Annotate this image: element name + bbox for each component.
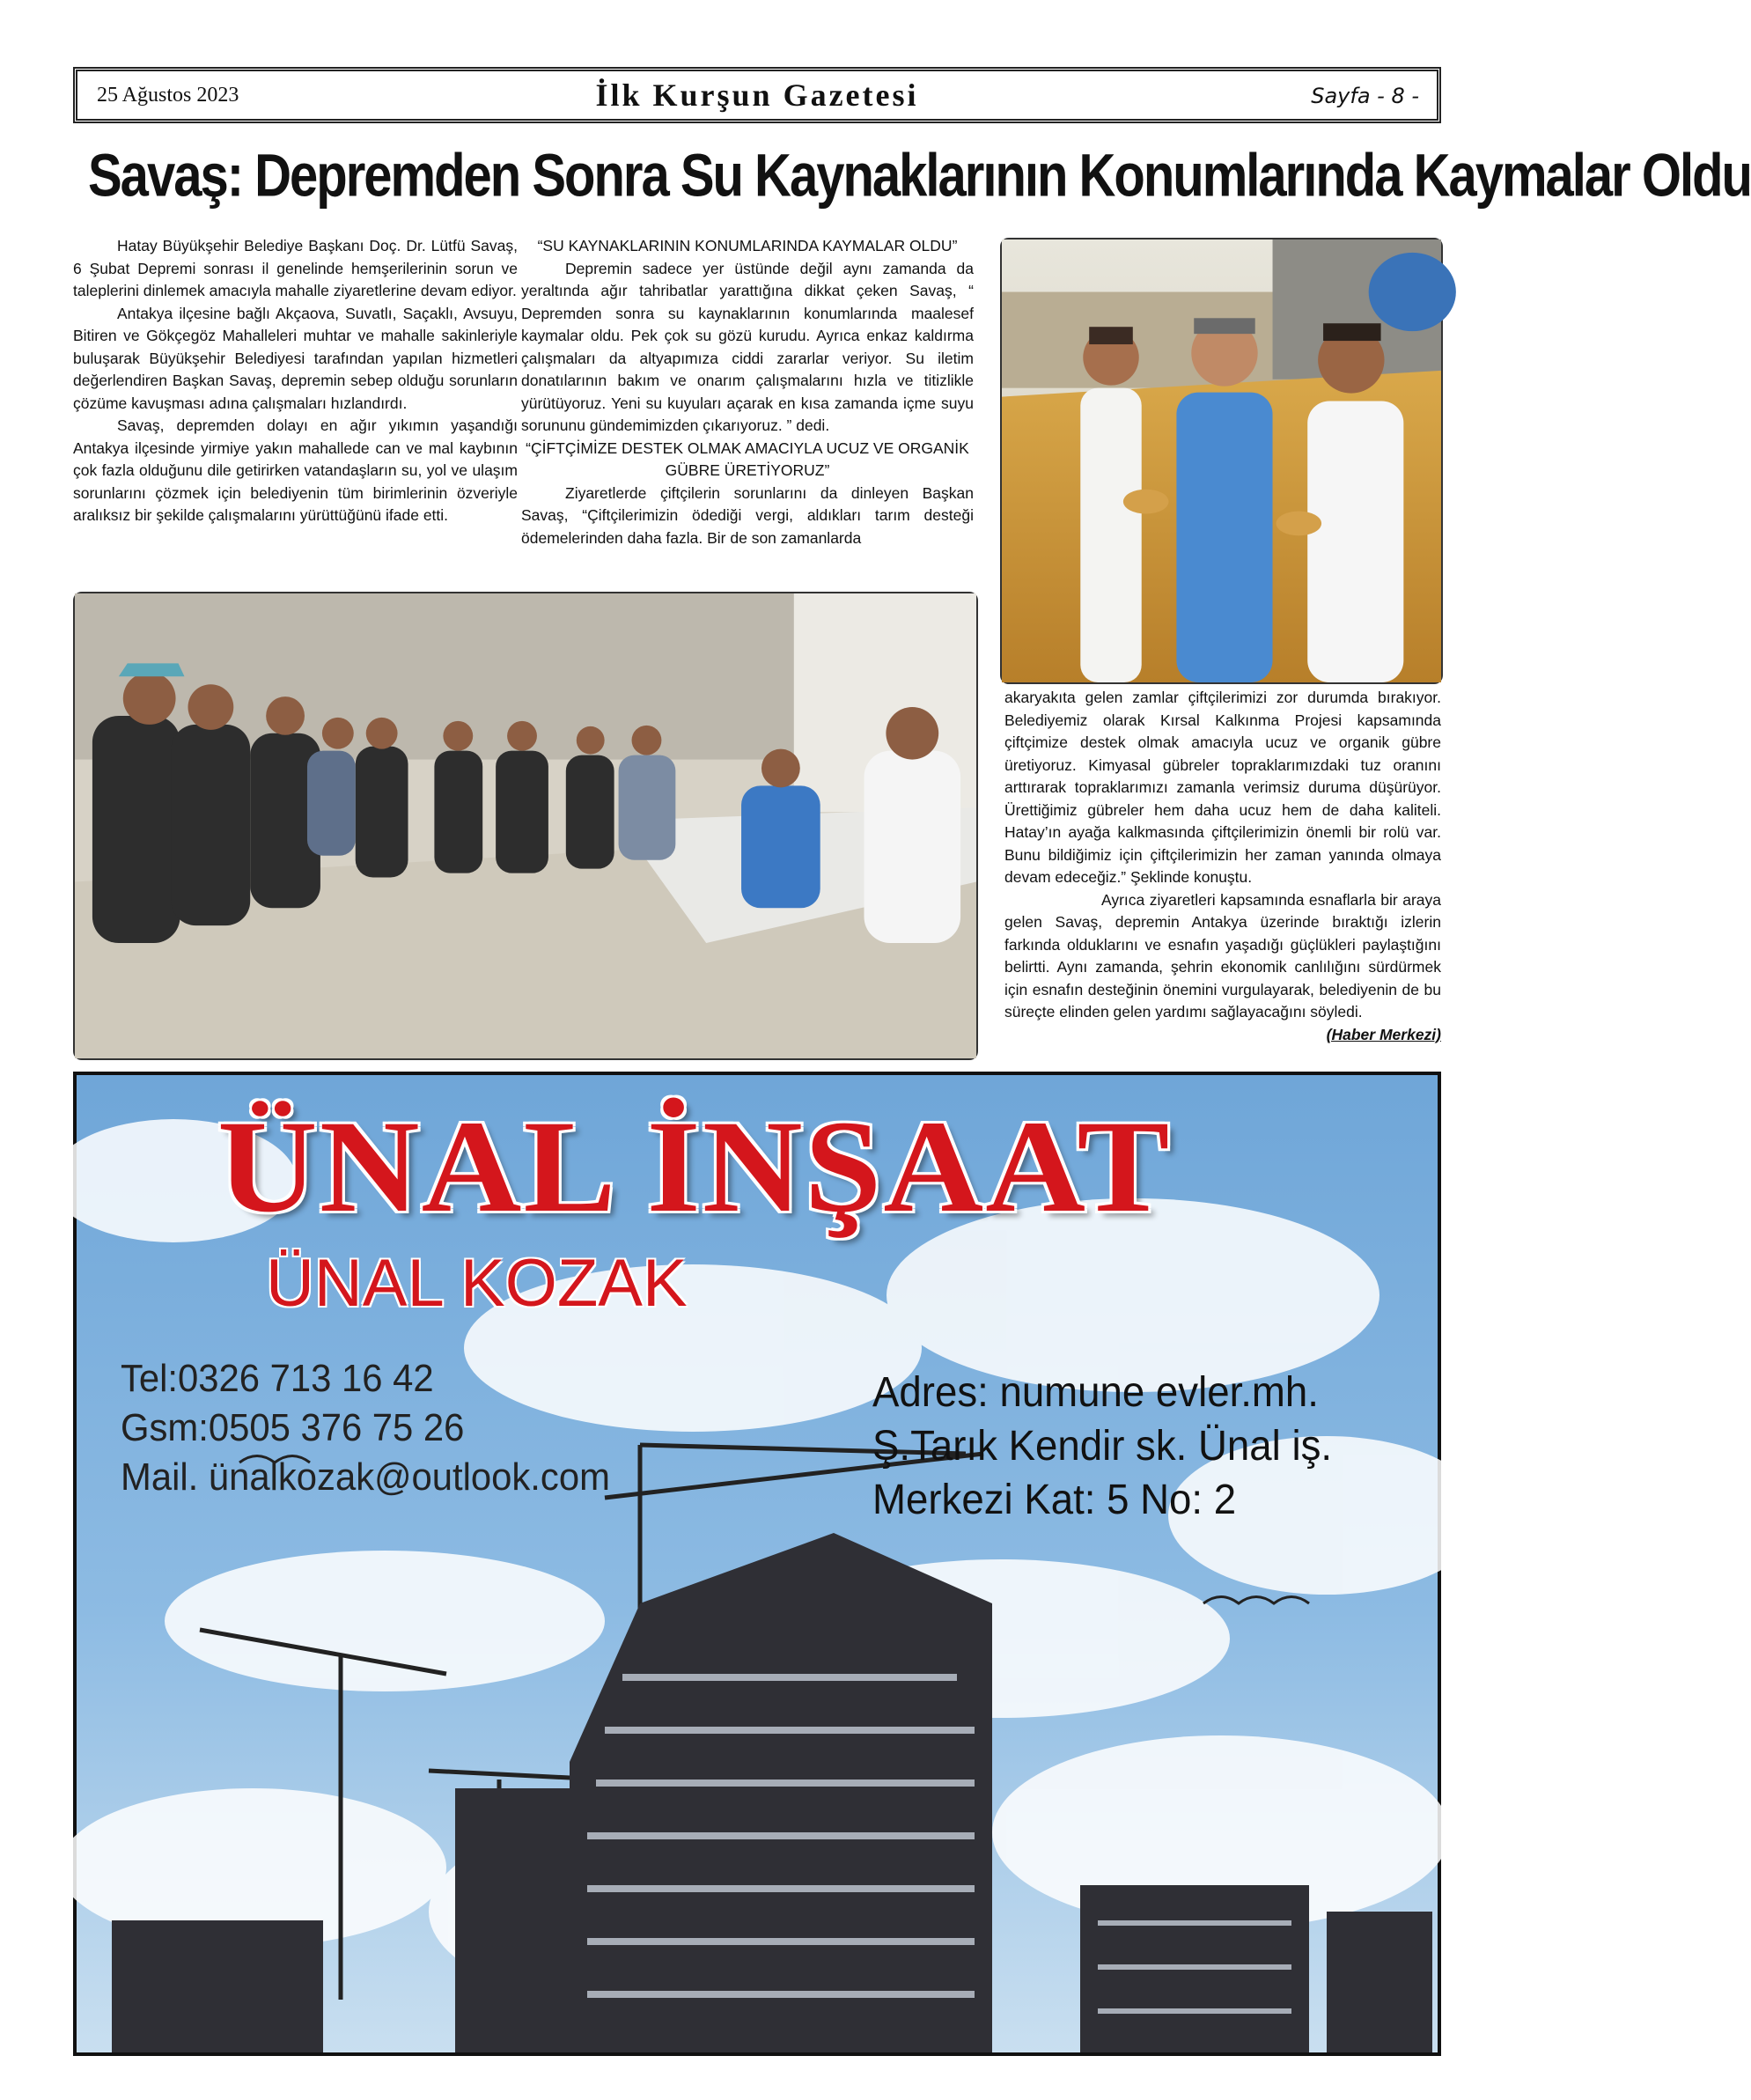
meeting-image <box>75 593 976 1058</box>
article-column-1 <box>73 235 518 527</box>
article-paragraph: akaryakıta gelen zamlar çiftçilerimizi zor durumda bırakıyor. Belediyemiz olarak Kırsal Kalkınma Projesi kapsamında çiftçimize destek olmak amacıyla ucuz ve organik gübre üretiyoruz. Kimyasal gübreler topraklarımızdaki tuz oranını arttırarak topraklarımızı zamanla verimsiz duruma düşürüyor. Ürettiğimiz gübreler hem daha ucuz hem de daha kaliteli. Hatay’ın ayağa kalkmasında çiftçilerimizin önemli bir rolü var. Bunu bildiğimiz için çiftçilerimizin her zaman yanında olmaya devam edeceğiz.” Şeklinde konuştu. <box>1004 689 1441 886</box>
article-headline: Savaş: Depremden Sonra Su Kaynaklarının Konumlarında Kaymalar Oldu <box>88 142 1751 210</box>
article-paragraph: Ayrıca ziyaretleri kapsamında esnaflarla bir araya gelen Savaş, depremin Antakya üzerinde bıraktığı izlerin farkında olduklarını ve esnafın yaşadığı güçlükleri paylaştığını belirtti. Aynı zamanda, şehrin ekonomik canlılığını sürdürmek için esnafın desteğinin önemini vurgulayarak, belediyenin de bu süreçte elinden gelen yardımı sağlayacağını söyledi. <box>1004 890 1441 1021</box>
ad-address-line: Merkezi Kat: 5 No: 2 <box>872 1477 1237 1523</box>
ad-mobile: Gsm:0505 376 75 26 <box>121 1406 465 1449</box>
article-paragraph: Antakya ilçesine bağlı Akçaova, Suvatlı, Saçaklı, Avsuyu, Bitiren ve Gökçegöz Mahalleleri muhtar ve mahalle sakinleriyle buluşarak Büyükşehir Belediyesi tarafından yapılan hizmetleri değerlendiren Başkan Savaş, depremin sebep olduğu sorunların çözüme kavuşması adına çalışmaları hızlandırdı. <box>73 304 518 412</box>
article-paragraph: Ziyaretlerde çiftçilerin sorunlarını da dinleyen Başkan Savaş, “Çiftçilerimizin ödediği vergi, aldıkları tarım desteği ödemelerinden daha fazla. Bir de son zamanlarda <box>521 483 974 547</box>
advertisement <box>73 1072 1441 2056</box>
ad-address-line: Adres: numune evler.mh. <box>872 1369 1319 1416</box>
ad-address-line: Ş.Tarık Kendir sk. Ünal iş. <box>872 1423 1333 1470</box>
ad-address <box>872 1366 1357 1527</box>
ad-company-name: ÜNAL İNŞAAT <box>217 1094 1172 1240</box>
article-paragraph: Depremin sadece yer üstünde değil aynı zamanda da yeraltında ağır tahribatlar yarattığına dikkat çeken Savaş, “ Depremden sonra su kaynaklarının konumlarında maalesef kaymalar oldu. Pek çok su gözü kurudu. Ayrıca enkaz kaldırma çalışmaları da altyapımıza ciddi zararlar veriyor. Su iletim donatılarının bakım ve onarım çalışmalarını hızla ve titizlikle yürütüyoruz. Yeni su kuyuları açarak en kısa zamanda içme suyu sorununu gündemimizden çıkarıyoruz. ” dedi. <box>521 259 974 434</box>
issue-date: 25 Ağustos 2023 <box>97 84 239 107</box>
article-subheading: “SU KAYNAKLARININ KONUMLARINDA KAYMALAR OLDU” <box>537 237 958 254</box>
article-paragraph: Savaş, depremden dolayı en ağır yıkımın yaşandığı Antakya ilçesinde yirmiye yakın mahallede can ve mal kaybının çok fazla olduğunu dile getirirken vatandaşların su, yol ve ulaşım sorunlarını çözmek için belediyenin tüm birimlerinin özveriyle aralıksız bir şekilde çalışmalarını yürüttüğünü ifade etti. <box>73 416 518 524</box>
article-credit: (Haber Merkezi) <box>1326 1025 1441 1043</box>
article-subheading: “ÇİFTÇİMİZE DESTEK OLMAK AMACIYLA UCUZ VE ORGANİK GÜBRE ÜRETİYORUZ” <box>526 438 969 479</box>
newspaper-name: İlk Kurşun Gazetesi <box>595 77 919 113</box>
photo-meeting <box>73 592 978 1060</box>
ad-contact-info <box>121 1354 636 1502</box>
photo-wheat-field <box>1000 238 1443 684</box>
article-column-2 <box>521 235 974 549</box>
article-column-3 <box>1004 687 1441 1046</box>
wheat-field-image <box>1002 239 1441 682</box>
ad-email: Mail. ünalkozak@outlook.com <box>121 1455 610 1499</box>
ad-phone: Tel:0326 713 16 42 <box>121 1357 434 1400</box>
article-paragraph: Hatay Büyükşehir Belediye Başkanı Doç. Dr. Lütfü Savaş, 6 Şubat Depremi sonrası il genelinde hemşerilerinin sorun ve taleplerini dinlemek amacıyla mahalle ziyaretlerine devam ediyor. <box>73 237 518 299</box>
page-number: Sayfa - 8 - <box>1311 84 1419 108</box>
ad-owner-name: ÜNAL KOZAK <box>266 1246 688 1321</box>
masthead <box>73 67 1441 123</box>
